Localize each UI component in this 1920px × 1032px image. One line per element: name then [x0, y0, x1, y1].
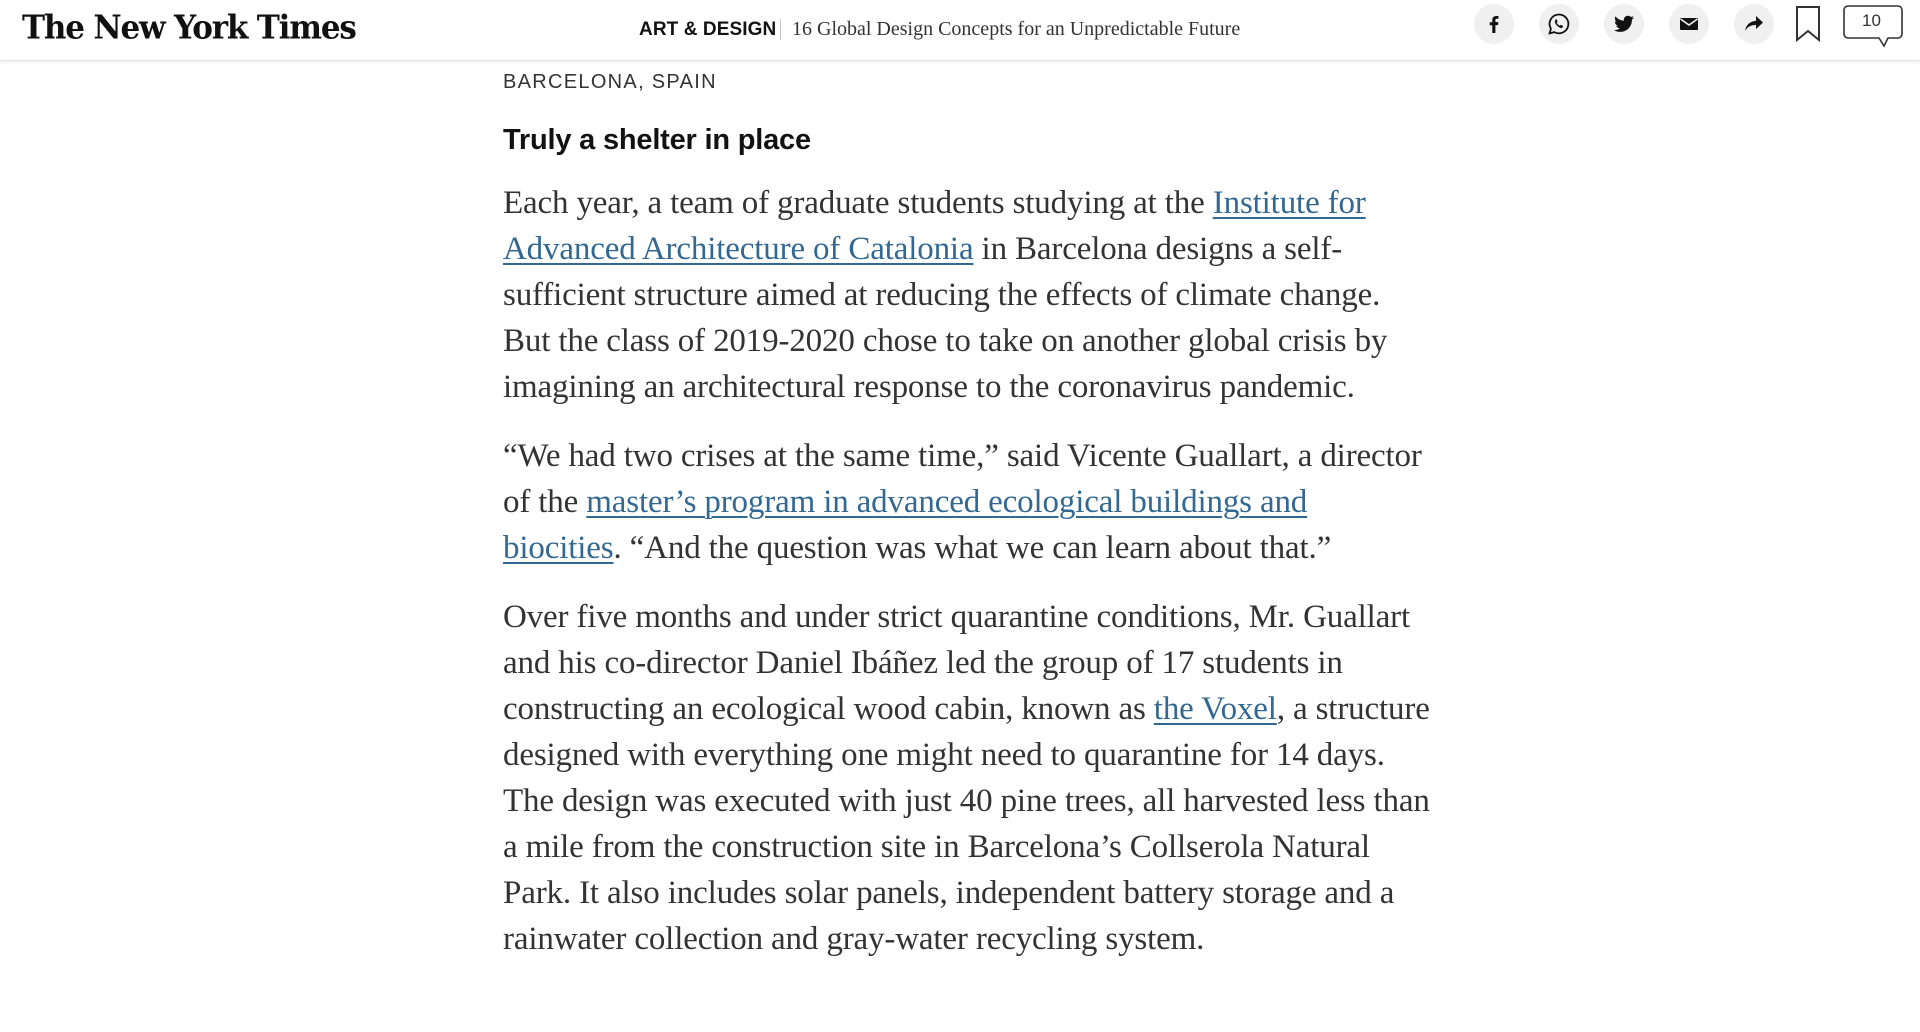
paragraph-2: [503, 433, 1433, 571]
email-share-button[interactable]: [1669, 4, 1709, 44]
paragraph-3: [503, 594, 1433, 962]
whatsapp-share-button[interactable]: [1539, 4, 1579, 44]
paragraph-2-text-b: . “And the question was what we can learn about that.”: [613, 530, 1332, 566]
article-body: [503, 66, 1433, 985]
voxel-link[interactable]: the Voxel: [1153, 691, 1277, 727]
dateline: BARCELONA, SPAIN: [503, 71, 717, 93]
share-button[interactable]: [1734, 4, 1774, 44]
top-bar: [0, 0, 1920, 61]
paragraph-1-text-b: in Barcelona designs a self-sufficient structure aimed at reducing the effects of climate change. But the class of 2019-2020 chose to take on another global crisis by imagining an architectural response to the coronavirus pandemic.: [503, 231, 1388, 405]
twitter-share-button[interactable]: [1604, 4, 1644, 44]
paragraph-3-text-b: , a structure designed with everything one might need to quarantine for 14 days. The design was executed with just 40 pine trees, all harvested less than a mile from the construction site in Barcelona’s Collserola Natural Park. It also includes solar panels, independent battery storage and a rainwater collection and gray-water recycling system.: [503, 691, 1430, 957]
paragraph-2-text-a: “We had two crises at the same time,” said Vicente Guallart, a director of the: [503, 438, 1422, 520]
twitter-icon: [1613, 14, 1635, 34]
facebook-icon: [1484, 14, 1504, 34]
paragraph-1-text-a: Each year, a team of graduate students studying at the: [503, 185, 1213, 221]
article-headline: 16 Global Design Concepts for an Unpredictable Future: [792, 18, 1241, 40]
comments-count: 10: [1862, 11, 1881, 30]
bookmark-button[interactable]: [1795, 5, 1821, 43]
nyt-logo[interactable]: The New York Times: [22, 9, 356, 47]
section-link[interactable]: ART & DESIGN: [639, 19, 777, 40]
iaac-link[interactable]: Institute for Advanced Architecture of Catalonia: [503, 185, 1366, 267]
email-icon: [1679, 16, 1699, 32]
section-divider: [780, 19, 781, 40]
facebook-share-button[interactable]: [1474, 4, 1514, 44]
comments-button[interactable]: [1843, 5, 1920, 49]
masters-program-link[interactable]: master’s program in advanced ecological buildings and biocities: [503, 484, 1308, 566]
paragraph-3-text-a: Over five months and under strict quarantine conditions, Mr. Guallart and his co-director Daniel Ibáñez led the group of 17 students in constructing an ecological wood cabin, known as: [503, 599, 1411, 727]
whatsapp-icon: [1547, 12, 1571, 36]
share-icon: [1744, 15, 1764, 33]
section-subhead: Truly a shelter in place: [503, 124, 811, 156]
paragraph-1: [503, 180, 1433, 410]
bookmark-icon: [1795, 5, 1821, 43]
